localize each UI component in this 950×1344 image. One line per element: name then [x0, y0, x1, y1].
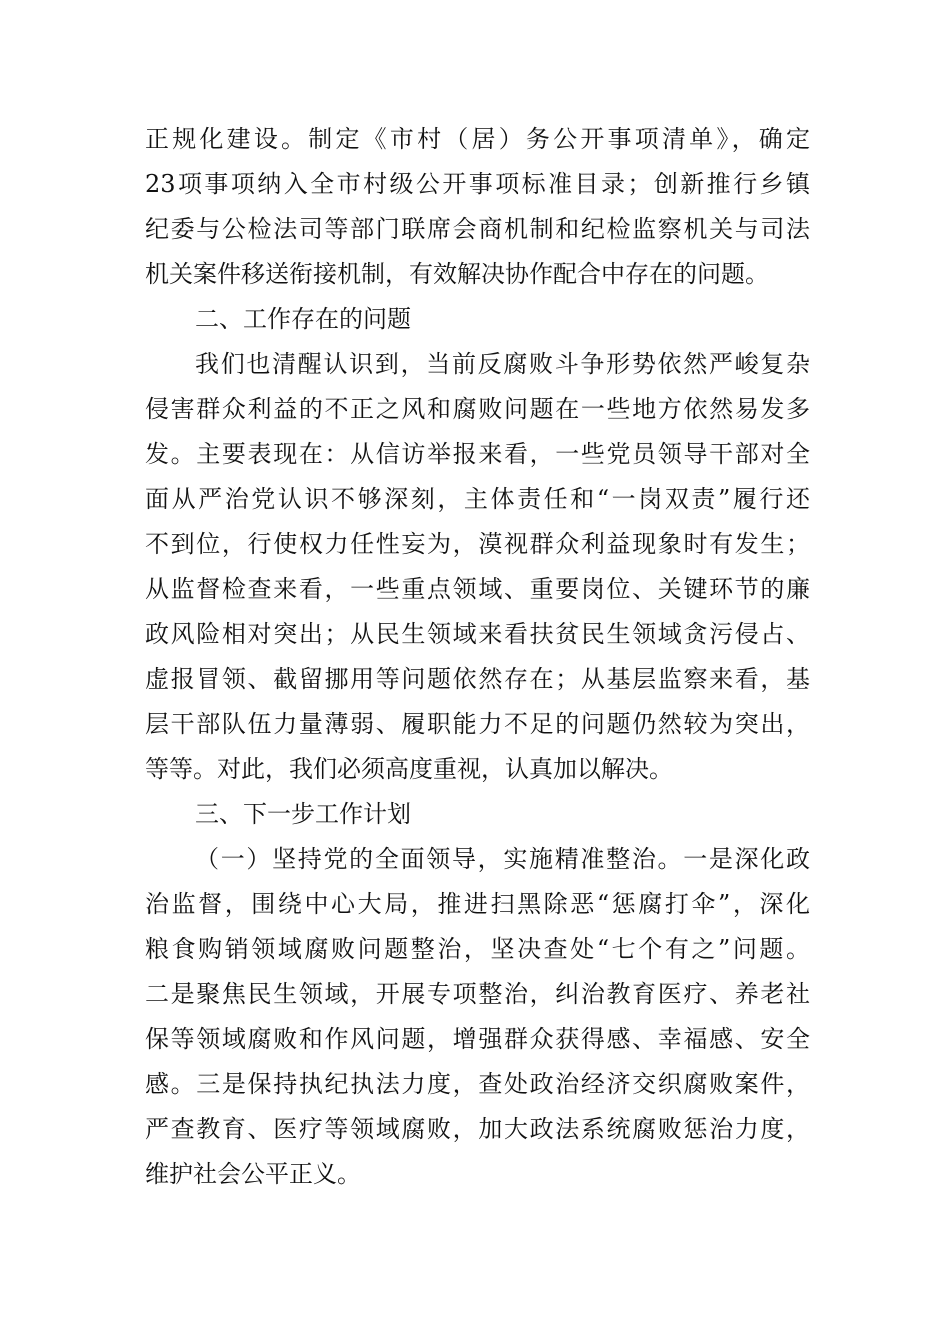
paragraph-line: 正规化建设。制定《市村（居）务公开事项清单》，确定 [145, 125, 810, 153]
paragraph-line: 政风险相对突出；从民生领域来看扶贫民生领域贪污侵占、 [145, 620, 810, 648]
paragraph-line: 机关案件移送衔接机制，有效解决协作配合中存在的问题。 [145, 260, 769, 288]
paragraph-line: 严查教育、医疗等领域腐败，加大政法系统腐败惩治力度， [145, 1115, 810, 1143]
paragraph-line: （一）坚持党的全面领导，实施精准整治。一是深化政 [195, 845, 810, 873]
paragraph-line: 从监督检查来看，一些重点领域、重要岗位、关键环节的廉 [145, 575, 810, 603]
paragraph-line: 等等。对此，我们必须高度重视，认真加以解决。 [145, 755, 673, 783]
paragraph-line: 面从严治党认识不够深刻，主体责任和“一岗双责”履行还 [145, 485, 810, 513]
paragraph-line: 不到位，行使权力任性妄为，漠视群众利益现象时有发生； [145, 530, 810, 558]
paragraph-line: 粮食购销领域腐败问题整治，坚决查处“七个有之”问题。 [145, 935, 810, 963]
section-heading-problems: 二、工作存在的问题 [195, 305, 411, 333]
paragraph-line: 层干部队伍力量薄弱、履职能力不足的问题仍然较为突出， [145, 710, 810, 738]
paragraph-line: 维护社会公平正义。 [145, 1160, 361, 1188]
paragraph-line: 纪委与公检法司等部门联席会商机制和纪检监察机关与司法 [145, 215, 810, 243]
paragraph-line: 发。主要表现在：从信访举报来看，一些党员领导干部对全 [145, 440, 810, 468]
paragraph-line: 治监督，围绕中心大局，推进扫黑除恶“惩腐打伞”，深化 [145, 890, 810, 918]
paragraph-line: 我们也清醒认识到，当前反腐败斗争形势依然严峻复杂 [195, 350, 810, 378]
paragraph-line: 侵害群众利益的不正之风和腐败问题在一些地方依然易发多 [145, 395, 810, 423]
paragraph-line: 保等领域腐败和作风问题，增强群众获得感、幸福感、安全 [145, 1025, 810, 1053]
paragraph-line: 二是聚焦民生领域，开展专项整治，纠治教育医疗、养老社 [145, 980, 810, 1008]
section-heading-next-plan: 三、下一步工作计划 [195, 800, 411, 828]
paragraph-line: 虚报冒领、截留挪用等问题依然存在；从基层监察来看，基 [145, 665, 810, 693]
paragraph-line: 23项事项纳入全市村级公开事项标准目录；创新推行乡镇 [145, 170, 810, 198]
paragraph-line: 感。三是保持执纪执法力度，查处政治经济交织腐败案件， [145, 1070, 810, 1098]
